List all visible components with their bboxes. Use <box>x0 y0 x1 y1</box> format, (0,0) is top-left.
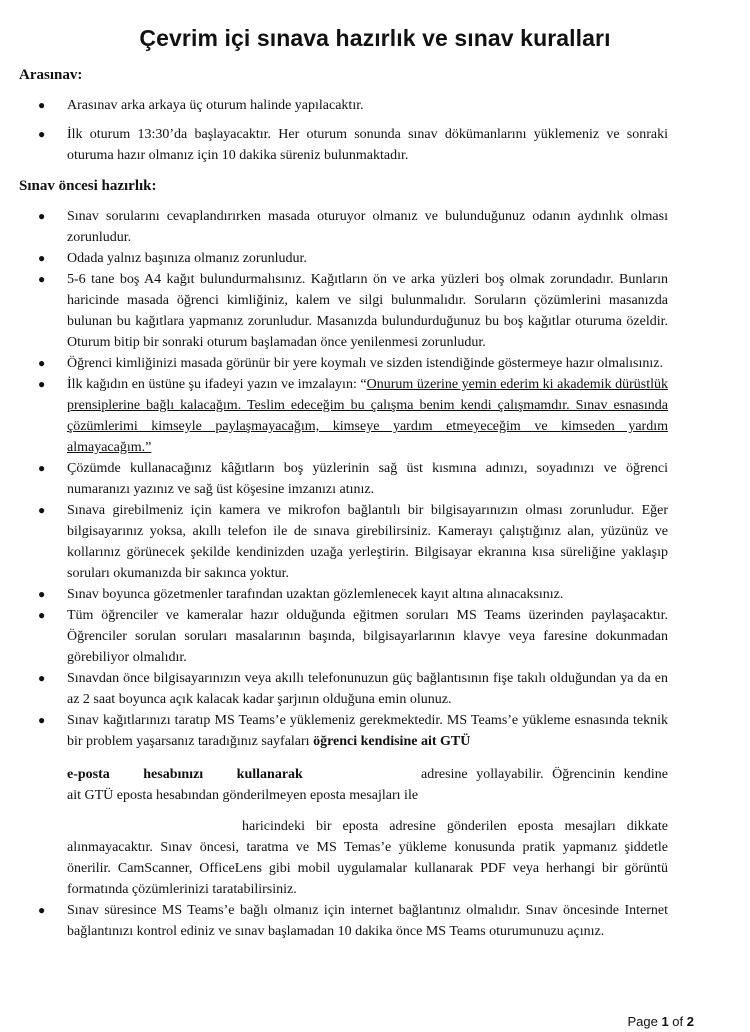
bullet-icon: ● <box>38 713 46 727</box>
page-total: 2 <box>686 1014 694 1029</box>
bullet-icon: ● <box>38 671 46 685</box>
bullet-icon: ● <box>38 251 46 265</box>
redaction-gap <box>67 752 668 764</box>
list-item: ● Sınava girebilmeniz için kamera ve mikrofon bağlantılı bir bilgisayarınızın olması zorunludur. Eğer bilgisayarınız yoksa, akıllı telefon ile de sınava girebilirsiniz. Kamerayı çalıştığınız alan, yüzünüz ve kollarınız görünecek şekilde kendinizden uzağa yerleştirin. Bilgisayar ekranına kısa süreliğine yaklaşıp soruları okumanızda bir sakınca yoktur. <box>0 500 750 584</box>
bullet-icon: ● <box>38 461 46 475</box>
bold-email-instruction: öğrenci kendisine ait GTÜ <box>313 734 471 749</box>
hazirlik-list <box>0 206 750 942</box>
list-item: ● Öğrenci kimliğinizi masada görünür bir yere koymalı ve sizden istendiğinde göstermeye hazır olmalısınız. <box>0 353 750 374</box>
list-item: ● Sınav süresince MS Teams’e bağlı olmanız için internet bağlantınız olmalıdır. Sınav öncesinde Internet bağlantınızı kontrol ediniz ve sınav başlamadan 10 dakika önce MS Teams oturumunuzu açınız. <box>0 900 750 942</box>
honor-pledge-text: Onurum üzerine yemin ederim ki akademik dürüstlük prensiplerine bağlı kalacağım. Teslim edeceğim bu çalışma benim kendi çalışmamdır. Sınav esnasında çözümlerimi kimseyle paylaşmayacağım, kimseye yardım etmeyeceğim ve kimseden yardım almayacağım.” <box>67 377 669 455</box>
page-current: 1 <box>661 1014 669 1029</box>
list-item: ● Çözümde kullanacağınız kâğıtların boş yüzlerinin sağ üst kısmına adınızı, soyadınızı ve öğrenci numaranızı yazınız ve sağ üst köşesine imzanızı atınız. <box>0 458 750 500</box>
section-heading-sinav-oncesi: Sınav öncesi hazırlık: <box>19 178 157 194</box>
bullet-icon: ● <box>38 608 46 622</box>
bullet-icon: ● <box>38 209 46 223</box>
page-footer <box>627 1014 694 1029</box>
bullet-icon: ● <box>38 903 46 917</box>
list-item: ● Sınavdan önce bilgisayarınızın veya akıllı telefonunuzun güç bağlantısının fişe takılı olduğundan ya da en az 2 saat boyunca açık kalacak kadar şarjının olduğuna emin olunuz. <box>0 668 750 710</box>
list-item: ● Arasınav arka arkaya üç oturum halinde yapılacaktır. <box>0 95 750 116</box>
page-word: Page <box>627 1014 658 1029</box>
page-title: Çevrim içi sınava hazırlık ve sınav kuralları <box>139 25 611 51</box>
address-continuation: haricindeki bir eposta adresine gönderilen eposta mesajları dikkate alınmayacaktır. Sınav öncesi, taratma ve MS Temas’e yükleme konusunda pratik yapmanız şiddetle önerilir. CamScanner, OfficeLens gibi mobil uygulamalar kullanarak PDF veya herhangi bir görüntü formatında çözümlerinizi taratabilirsiniz. <box>67 819 668 897</box>
address-text: adresine yollayabilir. Öğrencinin kendine ait GTÜ eposta hesabından gönderilmeyen eposta mesajları ile <box>67 767 668 803</box>
bullet-icon: ● <box>38 272 46 286</box>
bullet-icon: ● <box>38 377 46 391</box>
bullet-icon: ● <box>38 127 46 141</box>
list-item: ● Sınav boyunca gözetmenler tarafından uzaktan gözlemlenecek kayıt altına alınacaksınız. <box>0 584 750 605</box>
arasinav-list <box>0 95 750 166</box>
list-item: ● 5-6 tane boş A4 kağıt bulundurmalısınız. Kağıtların ön ve arka yüzleri boş olmak zorundadır. Bunların haricinde masada öğrenci kimliğiniz, kalem ve silgi bulunmalıdır. Soruların çözümlerini masanızda bulunan bu kağıtlara yapmanız zorunludur. Masanızda bulundurduğunuz bu boş kağıtlar oturuma özeldir. Oturum bitip bir sonraki oturum başlamadan önce yenilenmesi zorunludur. <box>0 269 750 353</box>
bullet-icon: ● <box>38 587 46 601</box>
list-item: ● Odada yalnız başınıza olmanız zorunludur. <box>0 248 750 269</box>
list-item: ● İlk kağıdın en üstüne şu ifadeyi yazın ve imzalayın: “Onurum üzerine yemin ederim ki akademik dürüstlük prensiplerine bağlı kalacağım. Teslim edeceğim bu çalışma benim kendi çalışmamdır. Sınav esnasında çözümlerimi kimseyle paylaşmayacağım, kimseye yardım etmeyeceğim ve kimseden yardım almayacağım.” <box>0 374 750 458</box>
list-item: ● İlk oturum 13:30’da başlayacaktır. Her oturum sonunda sınav dökümanlarını yüklemeniz ve sonraki oturuma hazır olmanız için 10 dakika süreniz bulunmaktadır. <box>0 124 750 166</box>
redaction-gap <box>67 806 668 816</box>
of-word: of <box>672 1014 684 1029</box>
list-item: ● Sınav sorularını cevaplandırırken masada oturuyor olmanız ve bulunduğunuz odanın aydınlık olması zorunludur. <box>0 206 750 248</box>
list-item: ● Tüm öğrenciler ve kameralar hazır olduğunda eğitmen soruları MS Teams üzerinden paylaşacaktır. Öğrenciler sorulan soruları masalarının başında, bilgisayarlarının klavye veya faresine dokunmadan görebiliyor olmalıdır. <box>0 605 750 668</box>
bullet-icon: ● <box>38 503 46 517</box>
bullet-icon: ● <box>38 356 46 370</box>
list-item: ● Sınav kağıtlarınızı taratıp MS Teams’e yüklemeniz gerekmektedir. MS Teams’e yükleme esnasında teknik bir problem yaşarsanız taradığınız sayfaları öğrenci kendisine ait GTÜ e-posta hesabınızı kullanarak adresine yollayabilir. Öğrencinin kendine ait GTÜ eposta hesabından gönderilmeyen eposta mesajları ile haricindeki bir eposta adresine gönderilen eposta mesajları dikkate alınmayacaktır. Sınav öncesi, taratma ve MS Temas’e yükleme konusunda pratik yapmanız şiddetle önerilir. CamScanner, OfficeLens gibi mobil uygulamalar kullanarak PDF veya herhangi bir görüntü formatında çözümlerinizi taratabilirsiniz. <box>0 710 750 900</box>
bold-email-account: e-posta hesabınızı kullanarak <box>67 767 303 782</box>
section-heading-arasinav: Arasınav: <box>19 67 83 83</box>
bullet-icon: ● <box>38 98 46 112</box>
